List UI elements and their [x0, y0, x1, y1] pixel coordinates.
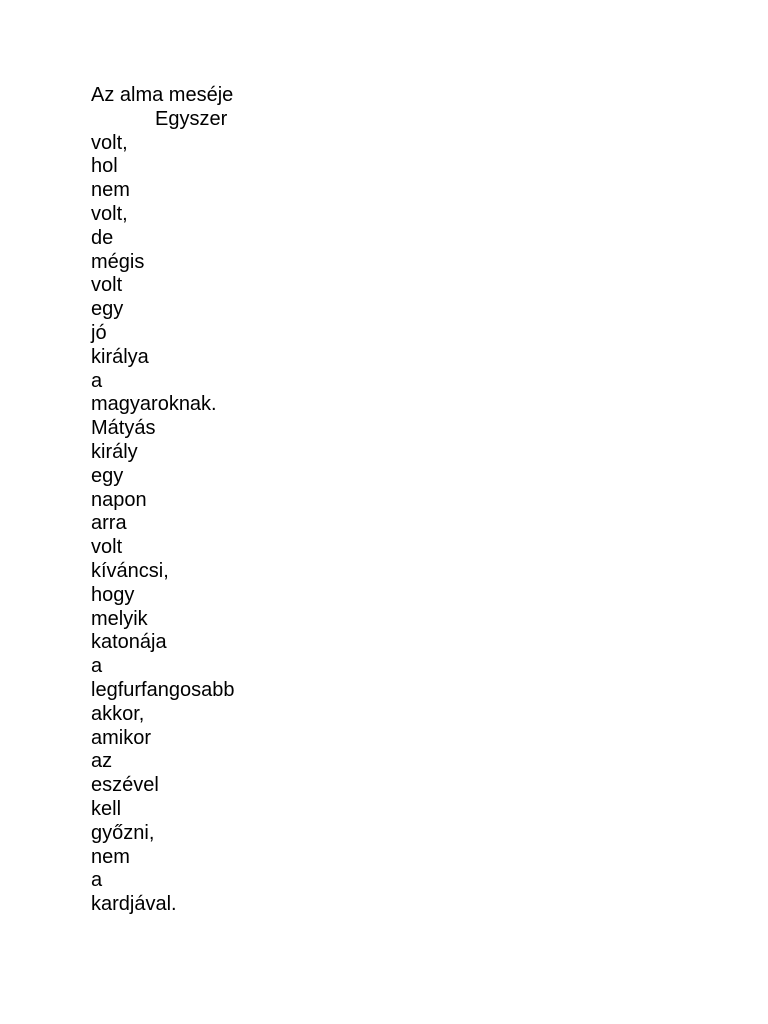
text-line: de	[91, 226, 114, 249]
document-body	[91, 84, 691, 917]
text-line: kell	[91, 797, 122, 820]
text-line: napon	[91, 488, 147, 511]
text-line: mégis	[91, 250, 145, 273]
text-line: volt	[91, 274, 123, 297]
indented-first-word: Egyszer	[155, 107, 228, 130]
text-line: a	[91, 369, 103, 392]
text-line: nem	[91, 179, 130, 202]
text-line: amikor	[91, 726, 152, 749]
text-line: magyaroknak.	[91, 393, 217, 416]
text-line: a	[91, 655, 103, 678]
text-line: akkor,	[91, 702, 145, 725]
text-line: jó	[91, 321, 107, 344]
text-line: az	[91, 750, 113, 773]
word-list	[91, 132, 691, 917]
text-line: hogy	[91, 583, 135, 606]
text-line: a	[91, 869, 103, 892]
text-line: arra	[91, 512, 127, 535]
text-line: katonája	[91, 631, 167, 654]
text-line: egy	[91, 298, 124, 321]
document-title: Az alma meséje	[91, 84, 234, 106]
text-line: nem	[91, 845, 130, 868]
text-line: volt,	[91, 202, 128, 225]
text-line: eszével	[91, 774, 159, 797]
text-line: király	[91, 440, 138, 463]
text-line: királya	[91, 345, 149, 368]
text-line: volt,	[91, 131, 128, 154]
text-line: egy	[91, 464, 124, 487]
text-line: melyik	[91, 607, 148, 630]
text-line: Mátyás	[91, 417, 156, 440]
text-line: legfurfangosabb	[91, 678, 235, 701]
text-line: hol	[91, 155, 118, 178]
text-line: volt	[91, 536, 123, 559]
text-line: kíváncsi,	[91, 559, 169, 582]
text-line: győzni,	[91, 821, 155, 844]
text-line: kardjával.	[91, 893, 177, 916]
